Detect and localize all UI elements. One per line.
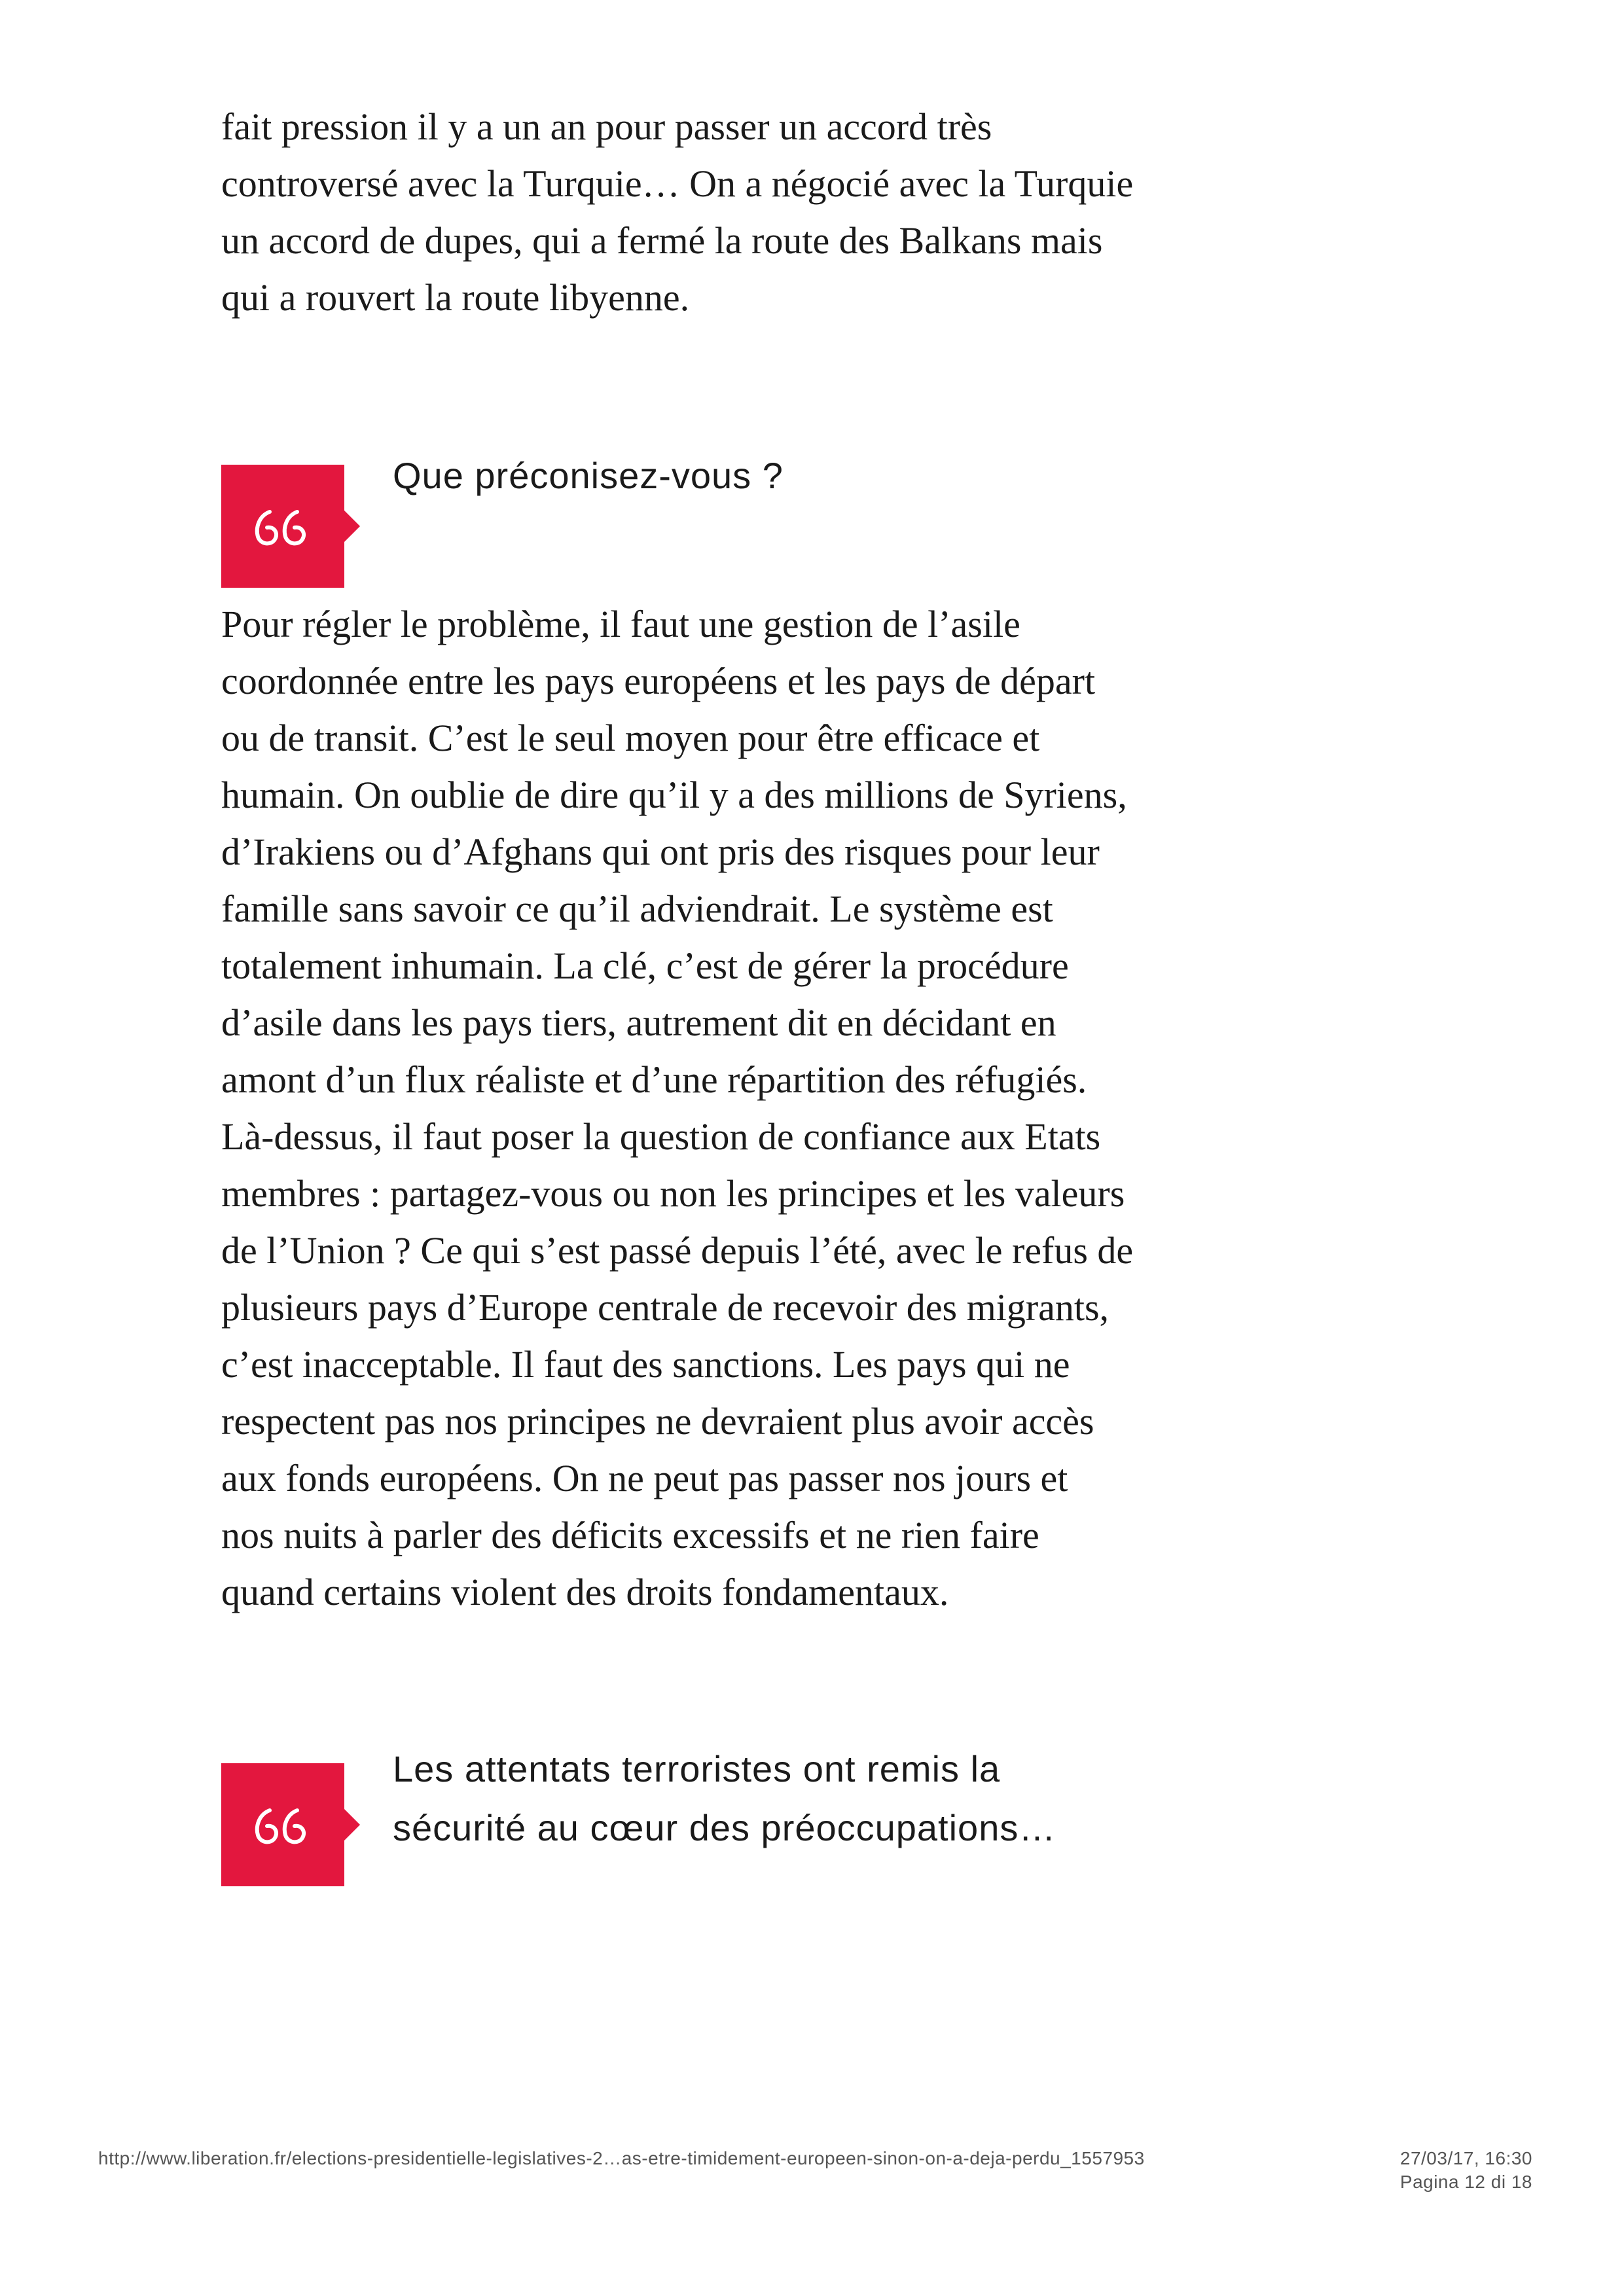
footer-datetime: 27/03/17, 16:30: [1399, 2148, 1532, 2168]
interview-question-2: [221, 1740, 1334, 1864]
footer-meta: [1400, 2147, 1532, 2194]
quote-badge: [221, 465, 344, 588]
footer-url[interactable]: [98, 2147, 1145, 2170]
quote-icon: [221, 1763, 344, 1886]
question-text: Que préconisez-vous ?: [393, 455, 784, 496]
quote-icon: [221, 465, 344, 588]
interview-question-1: [221, 446, 1334, 571]
paragraph-text: fait pression il y a un an pour passer un accord très controversé avec la Turquie… On a négocié avec la Turquie un accord de dupes, qui a fermé la route des Balkans mais qui a rouvert la route libyenne.: [221, 105, 1134, 319]
question-text: Les attentats terroristes ont remis la sécurité au cœur des préoccupations…: [393, 1748, 1056, 1848]
footer-page-number: Pagina 12 di 18: [1399, 2172, 1532, 2192]
paragraph-text: Pour régler le problème, il faut une gestion de l’asile coordonnée entre les pays européens et les pays de départ ou de transit. C’est le seul moyen pour être efficace et humain. On oublie de dire qu’il y a des millions de Syriens, d’Irakiens ou d’Afghans qui ont pris des risques pour leur famille sans savoir ce qu’il adviendrait. Le système est totalement inhumain. La clé, c’est de gérer la procédure d’asile dans les pays tiers, autrement dit en décidant en amont d’un flux réaliste et d’une répartition des réfugiés. Là-dessus, il faut poser la question de confiance aux Etats membres : partagez-vous ou non les principes et les valeurs de l’Union ? Ce qui s’est passé depuis l’été, avec le refus de plusieurs pays d’Europe centrale de recevoir des migrants, c’est inacceptable. Il faut des sanctions. Les pays qui ne respectent pas nos principes ne devraient plus avoir accès aux fonds européens. On ne peut pas passer nos jours et nos nuits à parler des déficits excessifs et ne rien faire quand certains violent des droits fondamentaux.: [221, 603, 1134, 1613]
footer-url-text[interactable]: http://www.liberation.fr/elections-presidentielle-legislatives-2…as-etre-timidement-europeen-sinon-on-a-deja-perdu_1557953: [98, 2148, 1145, 2168]
article-paragraph-main: [221, 596, 1255, 1621]
article-paragraph-top: [221, 98, 1255, 326]
quote-badge: [221, 1763, 344, 1886]
